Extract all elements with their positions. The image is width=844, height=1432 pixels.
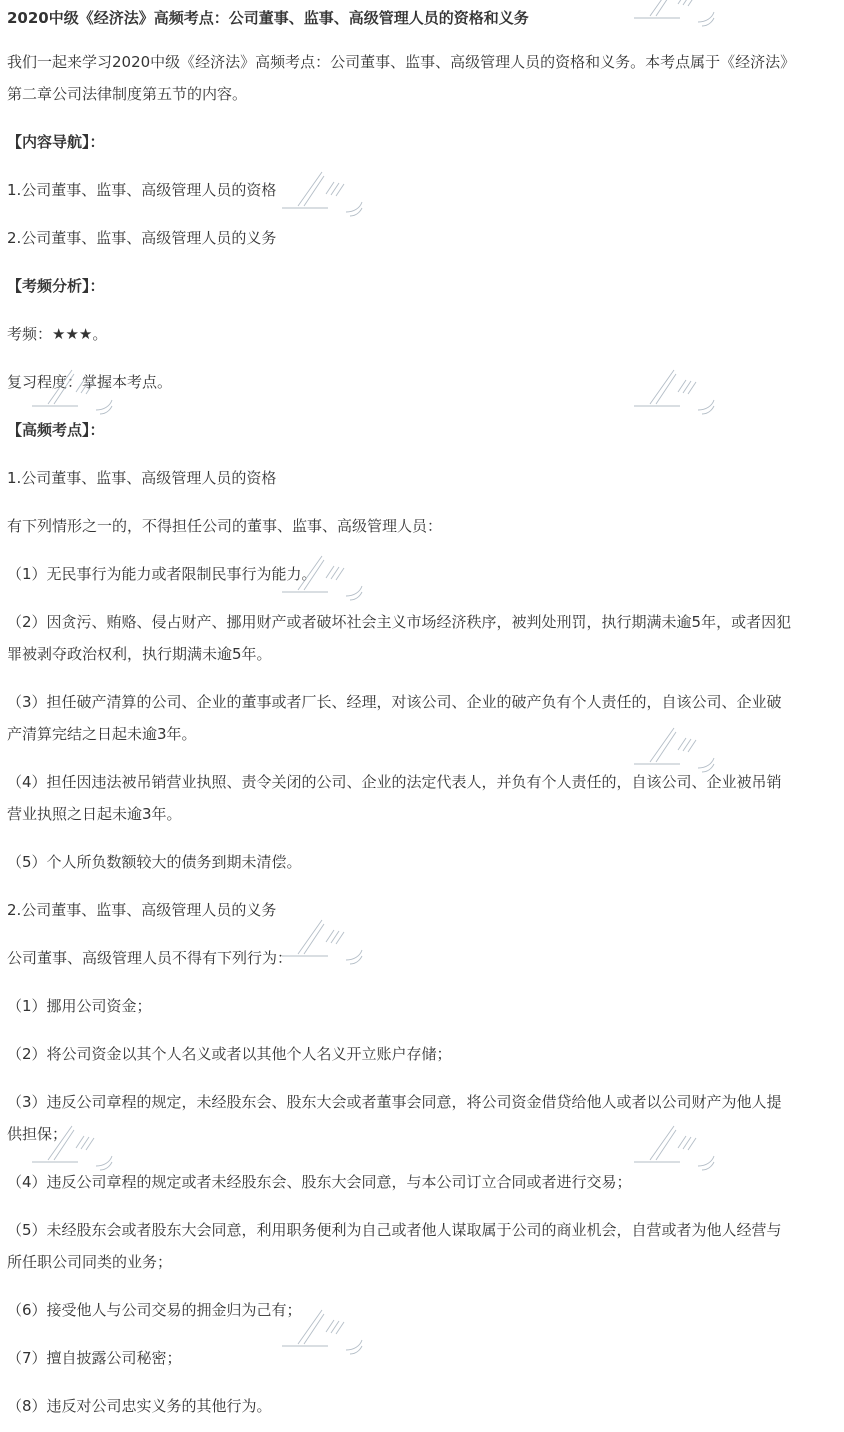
- list-item-line: 罪被剥夺政治权利，执行期满未逾5年。: [7, 645, 272, 663]
- list-item-line: （6）接受他人与公司交易的拥金归为己有；: [7, 1301, 302, 1319]
- list-item: [7, 1214, 841, 1278]
- section1-list: [7, 558, 841, 878]
- list-item-line: （8）违反对公司忠实义务的其他行为。: [7, 1397, 272, 1415]
- list-item: [7, 1166, 841, 1198]
- list-item-line: （3）担任破产清算的公司、企业的董事或者厂长、经理，对该公司、企业的破产负有个人责任的，自该公司、企业破: [7, 693, 782, 711]
- review-level-text: 复习程度：掌握本考点。: [7, 373, 173, 391]
- list-item: [7, 846, 841, 878]
- list-item-line: （1）挪用公司资金；: [7, 997, 152, 1015]
- list-item-line: 产清算完结之日起未逾3年。: [7, 725, 197, 743]
- list-item: [7, 1390, 841, 1422]
- points-heading: 【高频考点】：: [7, 421, 105, 439]
- nav-heading: 【内容导航】：: [7, 133, 105, 151]
- list-item-line: 所任职公司同类的业务；: [7, 1253, 173, 1271]
- list-item: [7, 558, 841, 590]
- list-item-line: （7）擅自披露公司秘密；: [7, 1349, 182, 1367]
- intro-line: 第二章公司法律制度第五节的内容。: [7, 85, 248, 103]
- list-item-line: （4）担任因违法被吊销营业执照、责令关闭的公司、企业的法定代表人，并负有个人责任的，自该公司、企业被吊销: [7, 773, 782, 791]
- list-item: [7, 1038, 841, 1070]
- intro-line: 我们一起来学习2020中级《经济法》高频考点：公司董事、监事、高级管理人员的资格和义务。本考点属于《经济法》: [7, 53, 796, 71]
- nav-item: 2.公司董事、监事、高级管理人员的义务: [7, 229, 277, 247]
- list-item: [7, 1294, 841, 1326]
- list-item: [7, 1342, 841, 1374]
- article: [7, 0, 841, 1422]
- list-item-line: （2）将公司资金以其个人名义或者以其他个人名义开立账户存储；: [7, 1045, 452, 1063]
- list-item-line: （5）个人所负数额较大的债务到期未清偿。: [7, 853, 302, 871]
- list-item-line: 营业执照之日起未逾3年。: [7, 805, 182, 823]
- section1-lead: 有下列情形之一的，不得担任公司的董事、监事、高级管理人员：: [7, 517, 443, 535]
- list-item-line: （2）因贪污、贿赂、侵占财产、挪用财产或者破坏社会主义市场经济秩序，被判处刑罚，执行期满未逾5年，或者因犯: [7, 613, 792, 631]
- list-item-line: （5）未经股东会或者股东大会同意，利用职务便利为自己或者他人谋取属于公司的商业机会，自营或者为他人经营与: [7, 1221, 782, 1239]
- list-item-line: （1）无民事行为能力或者限制民事行为能力。: [7, 565, 317, 583]
- section2-heading: 2.公司董事、监事、高级管理人员的义务: [7, 901, 277, 919]
- list-item-line: （3）违反公司章程的规定，未经股东会、股东大会或者董事会同意，将公司资金借贷给他人或者以公司财产为他人提: [7, 1093, 782, 1111]
- list-item: [7, 990, 841, 1022]
- section1-heading: 1.公司董事、监事、高级管理人员的资格: [7, 469, 277, 487]
- list-item: [7, 766, 841, 830]
- list-item: [7, 1086, 841, 1150]
- list-item: [7, 606, 841, 670]
- section2-lead: 公司董事、高级管理人员不得有下列行为：: [7, 949, 293, 967]
- article-title: 2020中级《经济法》高频考点：公司董事、监事、高级管理人员的资格和义务: [7, 9, 529, 27]
- list-item-line: （4）违反公司章程的规定或者未经股东会、股东大会同意，与本公司订立合同或者进行交易；: [7, 1173, 632, 1191]
- section2-list: [7, 990, 841, 1422]
- list-item: [7, 686, 841, 750]
- nav-item: 1.公司董事、监事、高级管理人员的资格: [7, 181, 277, 199]
- intro-paragraph: [7, 46, 841, 110]
- list-item-line: 供担保；: [7, 1125, 68, 1143]
- frequency-text: 考频：★★★。: [7, 325, 108, 343]
- analysis-heading: 【考频分析】：: [7, 277, 105, 295]
